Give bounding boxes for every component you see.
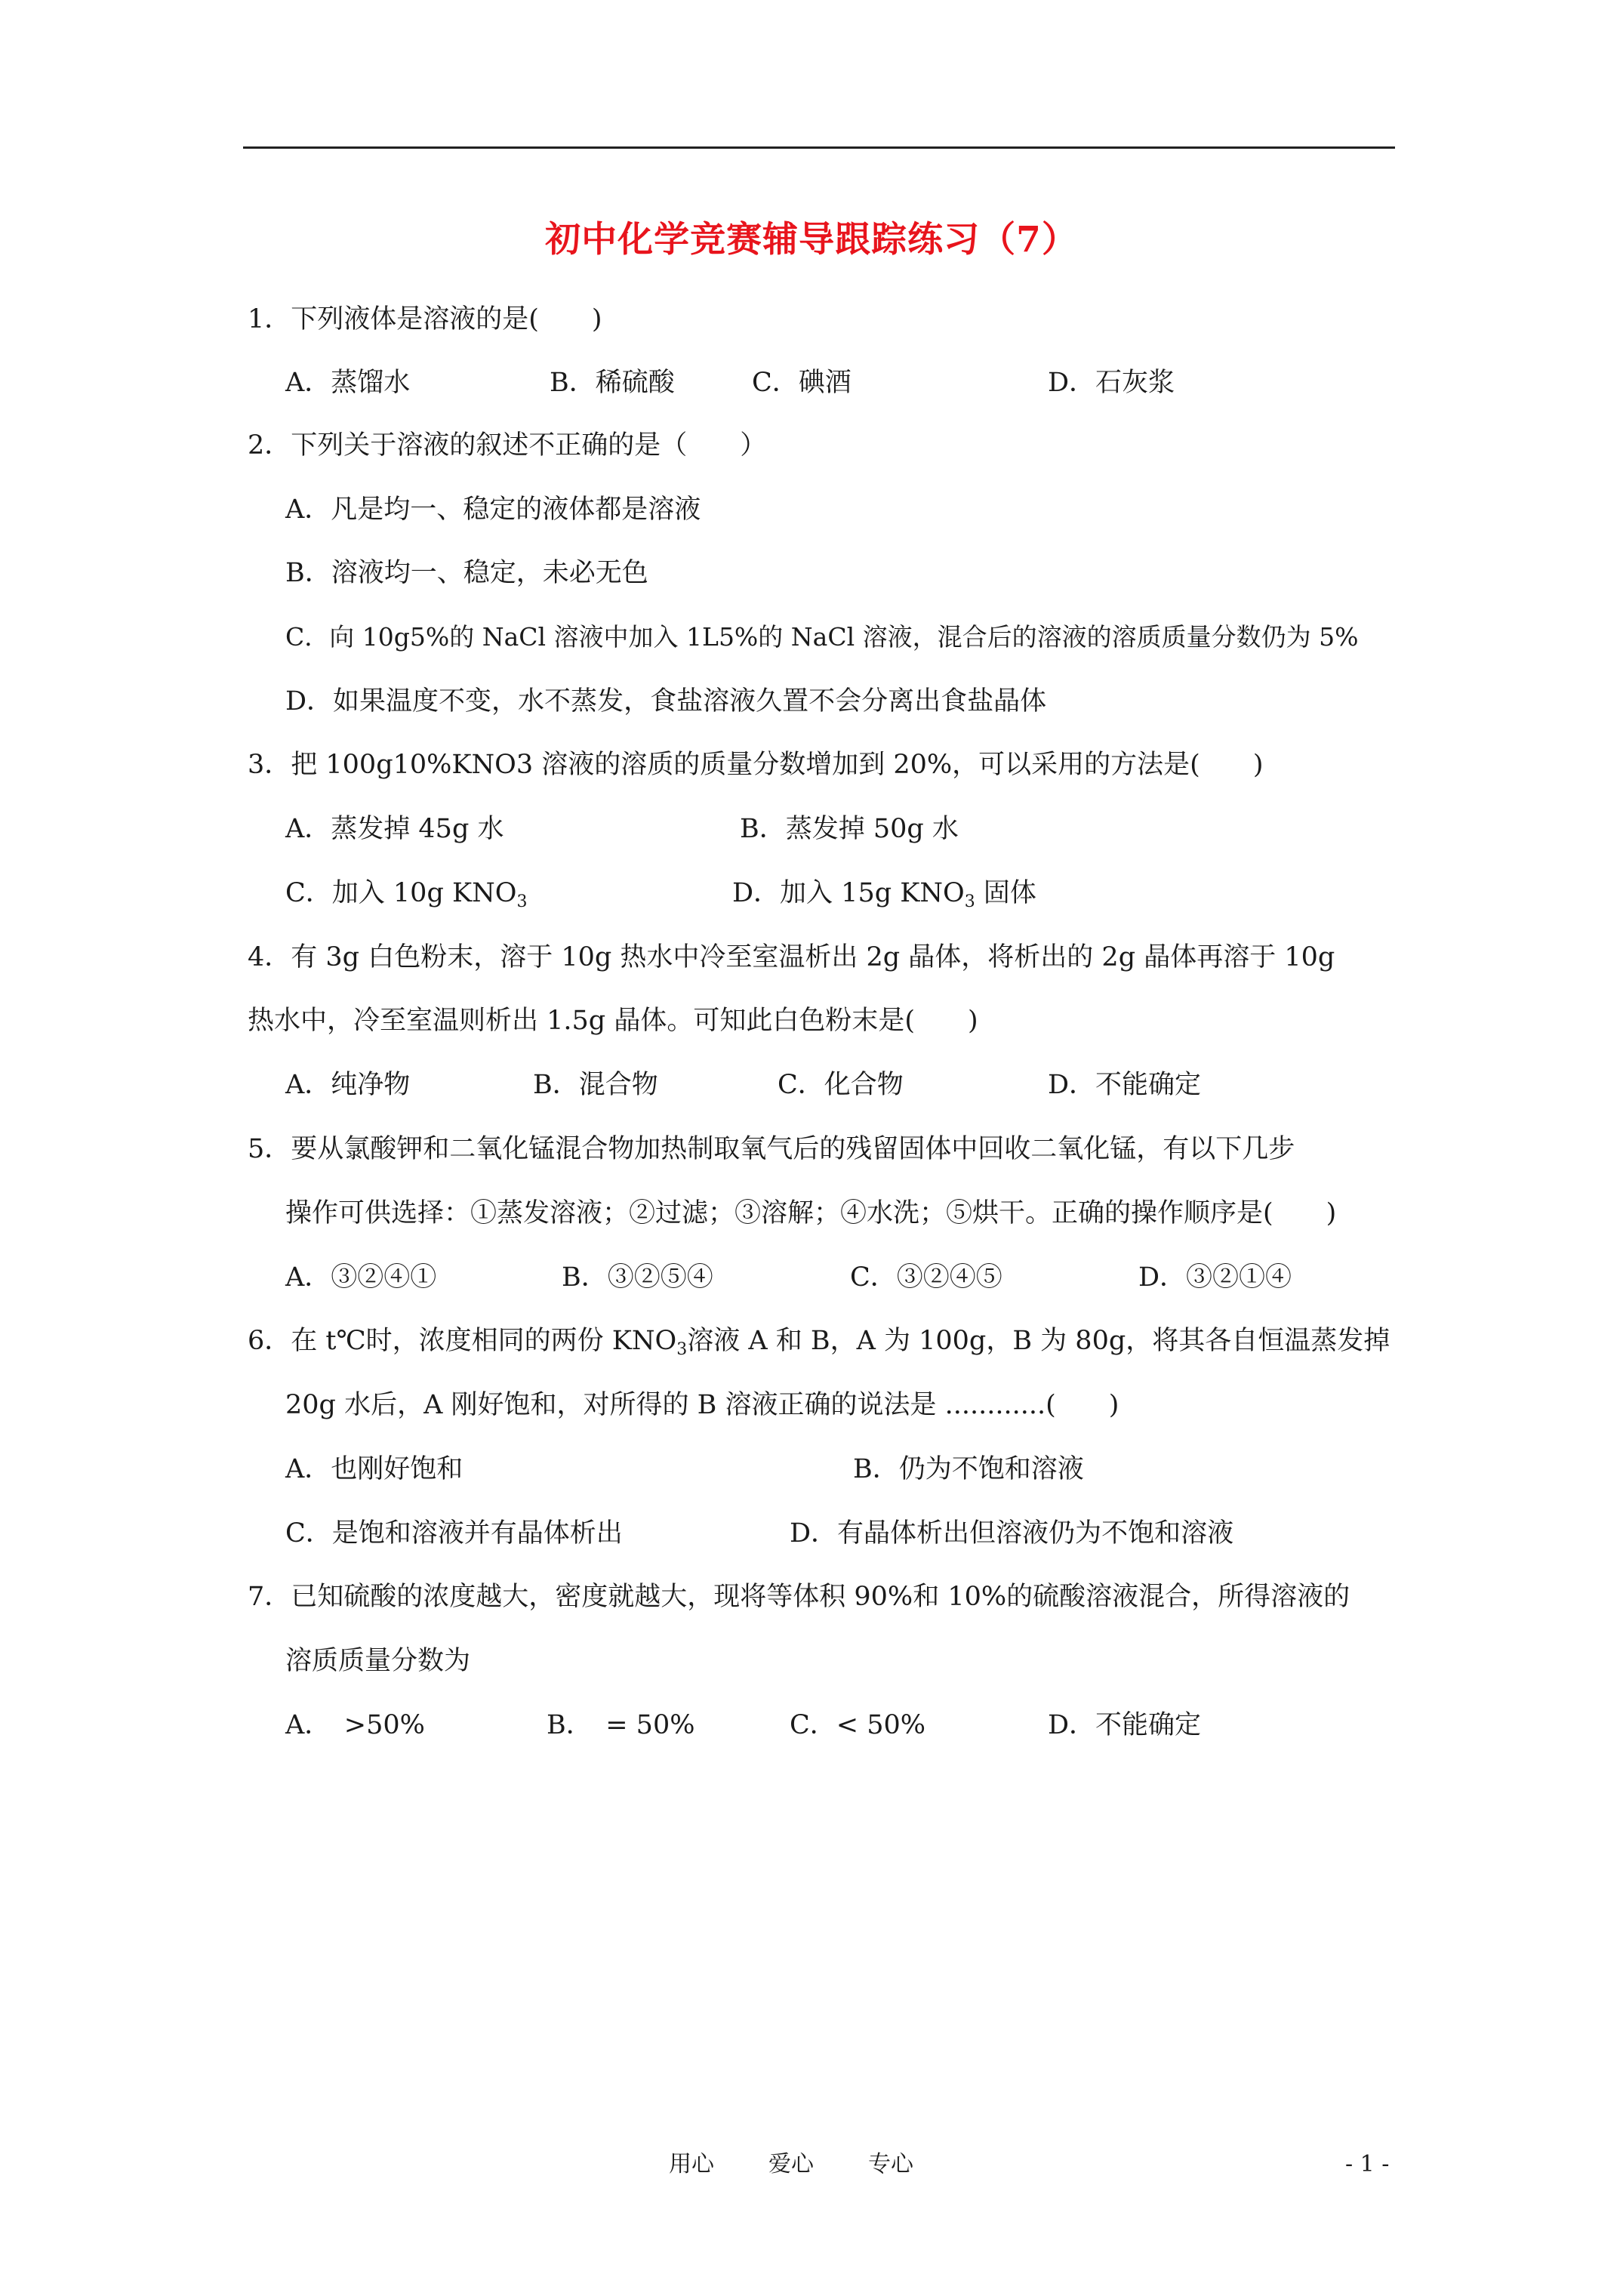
q7-option-d: D．不能确定 — [1048, 1710, 1202, 1740]
footer-word-2: 爱心 — [768, 2151, 814, 2177]
question-6-line-1-rest: 溶液 A 和 B，A 为 100g，B 为 80g，将其各自恒温蒸发掉 — [687, 1326, 1390, 1356]
q6-option-a: A．也刚好饱和 — [285, 1454, 463, 1484]
q2-option-a: A．凡是均一、稳定的液体都是溶液 — [285, 495, 701, 525]
question-6-subscript: 3 — [676, 1340, 688, 1359]
q3-option-d-suffix: 固体 — [975, 878, 1036, 908]
question-5-line-1: 5．要从氯酸钾和二氧化锰混合物加热制取氧气后的残留固体中回收二氧化锰，有以下几步 — [248, 1134, 1295, 1164]
question-3-stem: 3．把 100g10%KNO3 溶液的溶质的质量分数增加到 20%，可以采用的方法是( ) — [248, 750, 1264, 780]
q4-option-d: D．不能确定 — [1048, 1070, 1202, 1100]
question-2-stem: 2．下列关于溶液的叙述不正确的是（ ） — [248, 430, 767, 461]
footer-word-3: 专心 — [868, 2151, 913, 2177]
q3-option-b: B．蒸发掉 50g 水 — [740, 814, 959, 844]
q6-option-b: B．仍为不饱和溶液 — [853, 1454, 1084, 1484]
q3-option-c-text: C．加入 10g KNO — [285, 878, 517, 908]
question-6-line-1 — [248, 1324, 1390, 1358]
question-5-line-2: 操作可供选择：①蒸发溶液；②过滤；③溶解；④水洗；⑤烘干。正确的操作顺序是( ) — [285, 1198, 1337, 1228]
q3-option-d — [732, 876, 1036, 911]
question-4-line-1: 4．有 3g 白色粉末，溶于 10g 热水中冷至室温析出 2g 晶体，将析出的 2g 晶体再溶于 10g — [248, 942, 1335, 972]
question-6-line-2: 20g 水后，A 刚好饱和，对所得的 B 溶液正确的说法是 ............( ) — [285, 1390, 1119, 1420]
question-1-stem: 1．下列液体是溶液的是( ) — [248, 304, 602, 334]
question-7-line-2: 溶质质量分数为 — [285, 1646, 471, 1676]
q5-option-d: D．③②①④ — [1138, 1262, 1292, 1293]
q1-option-b: B．稀硫酸 — [550, 368, 675, 398]
q2-option-d: D．如果温度不变，水不蒸发，食盐溶液久置不会分离出食盐晶体 — [285, 686, 1047, 717]
question-7-line-1: 7．已知硫酸的浓度越大，密度就越大，现将等体积 90%和 10%的硫酸溶液混合，所得溶液的 — [248, 1582, 1350, 1612]
q3-option-c-subscript: 3 — [516, 892, 528, 911]
q4-option-a: A．纯净物 — [285, 1070, 411, 1100]
q7-option-b: B． = 50% — [547, 1710, 695, 1740]
page-title: 初中化学竞赛辅导跟踪练习（7） — [545, 219, 1078, 260]
q5-option-a: A．③②④① — [285, 1262, 437, 1293]
q5-option-c: C．③②④⑤ — [850, 1262, 1002, 1293]
q4-option-b: B．混合物 — [533, 1070, 658, 1100]
q6-option-c: C．是饱和溶液并有晶体析出 — [285, 1518, 623, 1549]
question-6-line-1-text: 6．在 t℃时，浓度相同的两份 KNO — [248, 1326, 677, 1356]
q1-option-c: C．碘酒 — [752, 368, 852, 398]
q3-option-c — [285, 876, 527, 911]
page-number: - 1 - — [1345, 2151, 1390, 2177]
q7-option-c: C．< 50% — [790, 1710, 926, 1740]
q2-option-b: B．溶液均一、稳定，未必无色 — [285, 558, 648, 588]
q5-option-b: B．③②⑤④ — [562, 1262, 713, 1293]
q3-option-d-text: D．加入 15g KNO — [732, 878, 965, 908]
header-rule — [243, 146, 1395, 149]
q1-option-d: D．石灰浆 — [1048, 368, 1175, 398]
q6-option-d: D．有晶体析出但溶液仍为不饱和溶液 — [790, 1518, 1234, 1549]
q2-option-c: C．向 10g5%的 NaCl 溶液中加入 1L5%的 NaCl 溶液，混合后的溶液的溶质质量分数仍为 5% — [285, 622, 1359, 652]
question-4-line-2: 热水中，冷至室温则析出 1.5g 晶体。可知此白色粉末是( ) — [248, 1006, 978, 1036]
footer-word-1: 用心 — [669, 2151, 714, 2177]
q3-option-d-subscript: 3 — [964, 892, 975, 911]
q4-option-c: C．化合物 — [778, 1070, 904, 1100]
q3-option-a: A．蒸发掉 45g 水 — [285, 814, 504, 844]
q7-option-a: A． >50% — [285, 1710, 425, 1740]
q1-option-a: A．蒸馏水 — [285, 368, 411, 398]
